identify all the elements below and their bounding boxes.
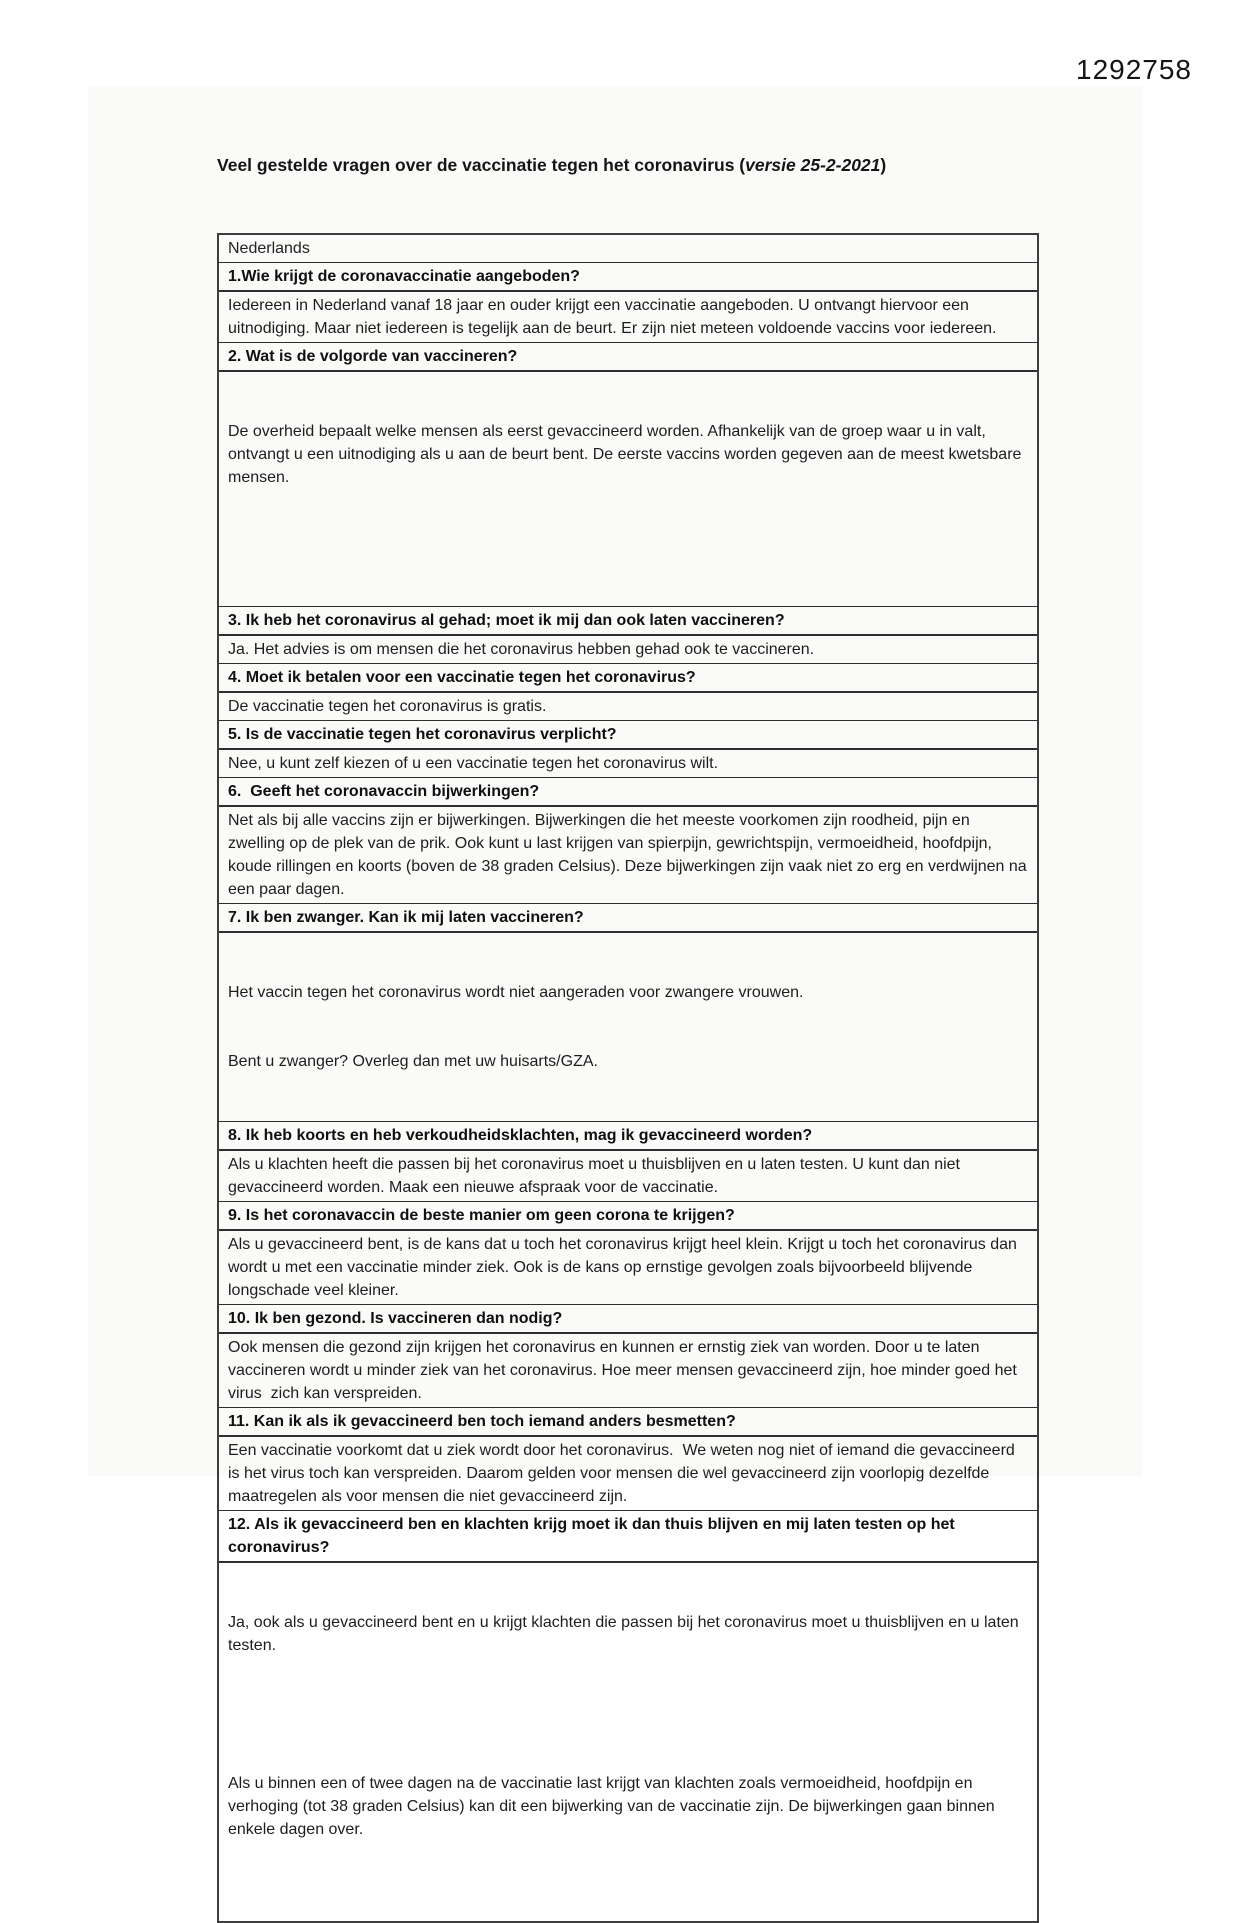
faq-question-10: 10. Ik ben gezond. Is vaccineren dan nodig? <box>219 1304 1037 1334</box>
document-title <box>217 155 1047 176</box>
faq-answer-2-text: De overheid bepaalt welke mensen als eerst gevaccineerd worden. Afhankelijk van de groep waar u in valt, ontvangt u een uitnodiging als u aan de beurt bent. De eerste vaccins worden gegeven aan de meest kwetsbare mensen. <box>228 423 1026 486</box>
faq-answer-5: Nee, u kunt zelf kiezen of u een vaccinatie tegen het coronavirus wilt. <box>219 750 1037 778</box>
faq-answer-6: Net als bij alle vaccins zijn er bijwerkingen. Bijwerkingen die het meeste voorkomen zijn roodheid, pijn en zwelling op de plek van de prik. Ook kunt u last krijgen van spierpijn, gewrichtspijn, vermoeidheid, hoofdpijn, koude rillingen en koorts (boven de 38 graden Celsius). Deze bijwerkingen zijn vaak niet zo erg en verdwijnen na een paar dagen. <box>219 807 1037 904</box>
blank-line <box>228 535 1028 558</box>
faq-question-12: 12. Als ik gevaccineerd ben en klachten krijg moet ik dan thuis blijven en mij laten testen op het coronavirus? <box>219 1510 1037 1563</box>
faq-question-5: 5. Is de vaccinatie tegen het coronavirus verplicht? <box>219 720 1037 750</box>
faq-table <box>217 233 1039 1923</box>
faq-answer-12-paragraph-2: Als u binnen een of twee dagen na de vaccinatie last krijgt van klachten zoals vermoeidheid, hoofdpijn en verhoging (tot 38 graden Celsius) kan dit een bijwerking van de vaccinatie zijn. De bijwerkingen gaan binnen enkele dagen over. <box>228 1775 1000 1838</box>
document-title-suffix: ) <box>880 155 887 175</box>
faq-question-8: 8. Ik heb koorts en heb verkoudheidsklachten, mag ik gevaccineerd worden? <box>219 1121 1037 1151</box>
faq-answer-7 <box>219 933 1037 1122</box>
faq-answer-1: Iedereen in Nederland vanaf 18 jaar en ouder krijgt een vaccinatie aangeboden. U ontvangt hiervoor een uitnodiging. Maar niet iedereen is tegelijk aan de beurt. Er zijn niet meteen voldoende vaccins voor iedereen. <box>219 292 1037 343</box>
faq-answer-12 <box>219 1563 1037 1921</box>
faq-answer-10: Ook mensen die gezond zijn krijgen het coronavirus en kunnen er ernstig ziek van worden. Door u te laten vaccineren wordt u minder ziek van het coronavirus. Hoe meer mensen gevaccineerd zijn, hoe minder goed het virus zich kan verspreiden. <box>219 1334 1037 1408</box>
faq-answer-12-paragraph-1: Ja, ook als u gevaccineerd bent en u krijgt klachten die passen bij het coronavirus moet u thuisblijven en u laten testen. <box>228 1614 1024 1654</box>
faq-question-7: 7. Ik ben zwanger. Kan ik mij laten vaccineren? <box>219 903 1037 933</box>
page-number: 1292758 <box>1076 54 1193 85</box>
blank-line <box>228 1703 1028 1726</box>
faq-answer-7-line-1: Het vaccin tegen het coronavirus wordt niet aangeraden voor zwangere vrouwen. <box>228 984 804 1001</box>
faq-answer-7-line-2: Bent u zwanger? Overleg dan met uw huisarts/GZA. <box>228 1053 598 1070</box>
document-version: versie 25-2-2021 <box>745 155 881 175</box>
faq-answer-4: De vaccinatie tegen het coronavirus is gratis. <box>219 693 1037 721</box>
faq-answer-3: Ja. Het advies is om mensen die het coronavirus hebben gehad ook te vaccineren. <box>219 636 1037 664</box>
faq-answer-11: Een vaccinatie voorkomt dat u ziek wordt door het coronavirus. We weten nog niet of iemand die gevaccineerd is het virus toch kan verspreiden. Daarom gelden voor mensen die wel gevaccineerd zijn voorlopig dezelfde maatregelen als voor mensen die niet gevaccineerd zijn. <box>219 1437 1037 1511</box>
faq-question-4: 4. Moet ik betalen voor een vaccinatie tegen het coronavirus? <box>219 663 1037 693</box>
faq-question-11: 11. Kan ik als ik gevaccineerd ben toch iemand anders besmetten? <box>219 1407 1037 1437</box>
language-row: Nederlands <box>219 235 1037 263</box>
faq-answer-9: Als u gevaccineerd bent, is de kans dat u toch het coronavirus krijgt heel klein. Krijgt u toch het coronavirus dan wordt u met een vaccinatie minder ziek. Ook is de kans op ernstige gevolgen zoals bijvoorbeeld blijvende longschade veel kleiner. <box>219 1231 1037 1305</box>
faq-question-6: 6. Geeft het coronavaccin bijwerkingen? <box>219 777 1037 807</box>
faq-question-3: 3. Ik heb het coronavirus al gehad; moet ik mij dan ook laten vaccineren? <box>219 606 1037 636</box>
faq-answer-2 <box>219 372 1037 607</box>
faq-question-1: 1.Wie krijgt de coronavaccinatie aangeboden? <box>219 262 1037 292</box>
faq-question-2: 2. Wat is de volgorde van vaccineren? <box>219 342 1037 372</box>
faq-answer-8: Als u klachten heeft die passen bij het coronavirus moet u thuisblijven en u laten testen. U kunt dan niet gevaccineerd worden. Maak een nieuwe afspraak voor de vaccinatie. <box>219 1151 1037 1202</box>
faq-question-9: 9. Is het coronavaccin de beste manier om geen corona te krijgen? <box>219 1201 1037 1231</box>
document-title-prefix: Veel gestelde vragen over de vaccinatie tegen het coronavirus ( <box>217 155 746 175</box>
